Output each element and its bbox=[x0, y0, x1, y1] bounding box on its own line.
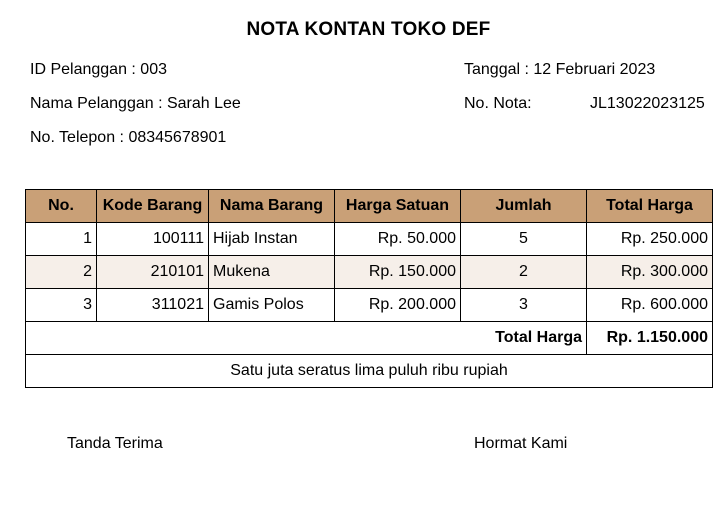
amount-in-words-row bbox=[26, 355, 713, 388]
total-label: Total Harga bbox=[26, 322, 587, 355]
cell-kode-barang: 311021 bbox=[97, 289, 209, 322]
cell-nama-barang: Gamis Polos bbox=[209, 289, 335, 322]
cell-total-harga: Rp. 250.000 bbox=[587, 223, 713, 256]
header-kode-barang: Kode Barang bbox=[97, 190, 209, 223]
cell-nama-barang: Hijab Instan bbox=[209, 223, 335, 256]
header-total-harga: Total Harga bbox=[587, 190, 713, 223]
customer-name: Nama Pelanggan : Sarah Lee bbox=[30, 95, 241, 112]
total-value: Rp. 1.150.000 bbox=[587, 322, 713, 355]
customer-id: ID Pelanggan : 003 bbox=[30, 61, 167, 78]
cell-total-harga: Rp. 300.000 bbox=[587, 256, 713, 289]
invoice-number-label: No. Nota: bbox=[464, 95, 532, 112]
invoice-date: Tanggal : 12 Februari 2023 bbox=[464, 61, 656, 78]
cell-kode-barang: 210101 bbox=[97, 256, 209, 289]
header-nama-barang: Nama Barang bbox=[209, 190, 335, 223]
customer-phone: No. Telepon : 08345678901 bbox=[30, 129, 227, 146]
signature-receiver: Tanda Terima bbox=[67, 435, 163, 452]
cell-no: 1 bbox=[26, 223, 97, 256]
header-harga-satuan: Harga Satuan bbox=[335, 190, 461, 223]
table-row bbox=[26, 289, 713, 322]
cell-no: 2 bbox=[26, 256, 97, 289]
cell-no: 3 bbox=[26, 289, 97, 322]
cell-kode-barang: 100111 bbox=[97, 223, 209, 256]
cell-jumlah: 3 bbox=[461, 289, 587, 322]
cell-harga-satuan: Rp. 150.000 bbox=[335, 256, 461, 289]
document-title: NOTA KONTAN TOKO DEF bbox=[246, 19, 491, 40]
total-row bbox=[26, 322, 713, 355]
cell-jumlah: 2 bbox=[461, 256, 587, 289]
header-jumlah: Jumlah bbox=[461, 190, 587, 223]
items-table bbox=[25, 189, 713, 388]
cell-jumlah: 5 bbox=[461, 223, 587, 256]
table-header-row bbox=[26, 190, 713, 223]
table-row bbox=[26, 256, 713, 289]
signature-sender: Hormat Kami bbox=[474, 435, 568, 452]
header-no: No. bbox=[26, 190, 97, 223]
cell-harga-satuan: Rp. 50.000 bbox=[335, 223, 461, 256]
cell-total-harga: Rp. 600.000 bbox=[587, 289, 713, 322]
cell-harga-satuan: Rp. 200.000 bbox=[335, 289, 461, 322]
invoice-number-value: JL13022023125 bbox=[590, 95, 705, 112]
cell-nama-barang: Mukena bbox=[209, 256, 335, 289]
amount-in-words: Satu juta seratus lima puluh ribu rupiah bbox=[26, 355, 713, 388]
table-row bbox=[26, 223, 713, 256]
